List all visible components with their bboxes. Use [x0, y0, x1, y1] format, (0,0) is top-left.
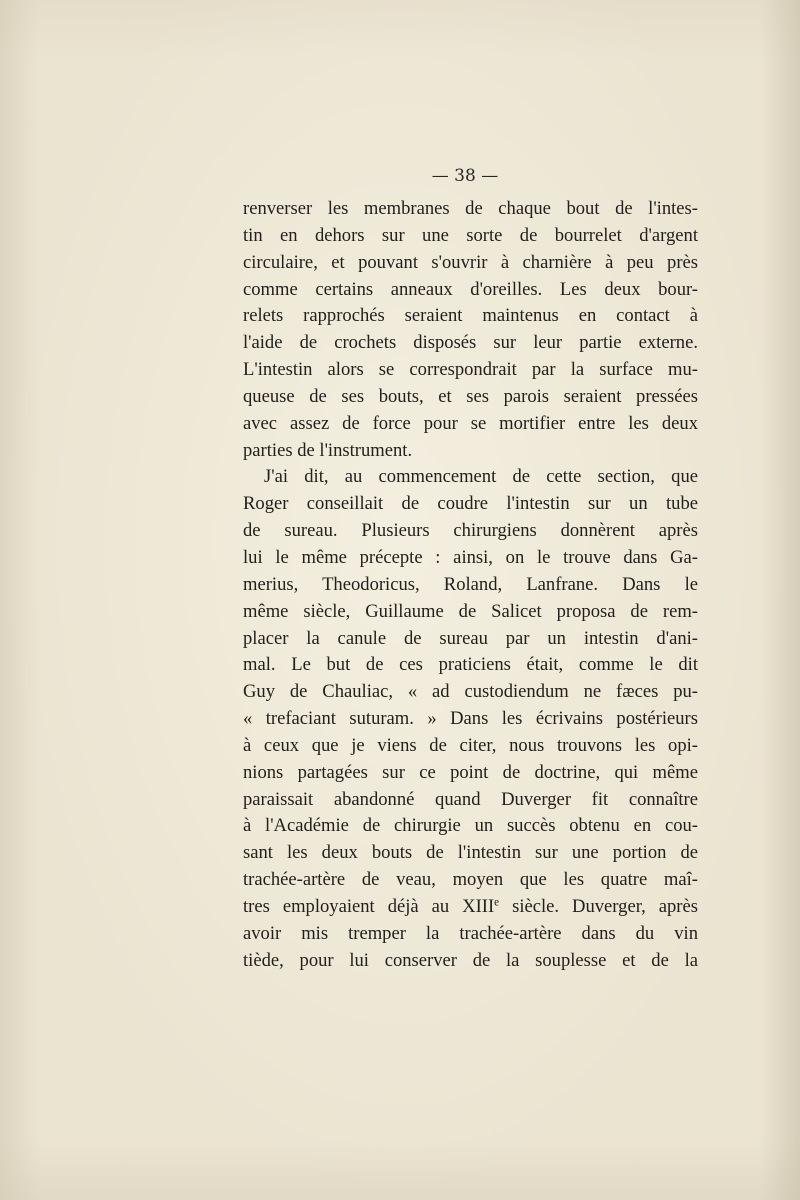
text-line: « trefaciant suturam. » Dans les écrivains postérieurs [243, 708, 698, 730]
text-line: Roger conseillait de coudre l'intestin sur un tube [243, 493, 698, 515]
text-line: l'aide de crochets disposés sur leur partie externe. [243, 332, 698, 354]
text-line: sant les deux bouts de l'intestin sur une portion de [243, 842, 698, 864]
text-line: comme certains anneaux d'oreilles. Les deux bour- [243, 278, 698, 300]
text-line: avec assez de force pour se mortifier entre les deux [243, 412, 698, 434]
superscript: e [494, 896, 500, 909]
text-line: trachée-artère de veau, moyen que les quatre maî- [243, 869, 698, 891]
text-line: placer la canule de sureau par un intestin d'ani- [243, 627, 698, 649]
text-line: à ceux que je viens de citer, nous trouvons les opi- [243, 734, 698, 756]
text-line: tin en dehors sur une sorte de bourrelet d'argent [243, 224, 698, 246]
body-text [243, 196, 698, 974]
text-segment: tres employaient déjà au XIII [243, 895, 495, 917]
text-line: Guy de Chauliac, « ad custodiendum ne fæces pu- [243, 681, 698, 703]
text-line: parties de l'instrument. [243, 439, 413, 461]
text-line: renverser les membranes de chaque bout de l'intes- [243, 198, 698, 219]
text-line: L'intestin alors se correspondrait par la surface mu- [243, 359, 698, 381]
text-line: circulaire, et pouvant s'ouvrir à charnière à peu près [243, 251, 698, 273]
text-line: de sureau. Plusieurs chirurgiens donnèrent après [243, 520, 698, 542]
text-line: lui le même précepte : ainsi, on le trouve dans Ga- [243, 546, 698, 568]
page-number: — 38 — [431, 166, 499, 186]
text-line: mal. Le but de ces praticiens était, comme le dit [243, 654, 698, 676]
text-line: merius, Theodoricus, Roland, Lanfrane. Dans le [243, 573, 698, 595]
text-segment: siècle. Duverger, après [499, 895, 698, 917]
text-line: relets rapprochés seraient maintenus en contact à [243, 305, 698, 327]
text-line: queuse de ses bouts, et ses parois seraient pressées [243, 385, 698, 407]
text-line: paraissait abandonné quand Duverger fit connaître [243, 788, 698, 810]
text-line: J'ai dit, au commencement de cette section, que [264, 466, 698, 488]
text-line: à l'Académie de chirurgie un succès obtenu en cou- [243, 815, 698, 837]
text-line: avoir mis tremper la trachée-artère dans du vin [243, 922, 698, 944]
text-line: même siècle, Guillaume de Salicet proposa de rem- [243, 600, 698, 622]
text-line-with-superscript [243, 894, 698, 921]
text-line: nions partagées sur ce point de doctrine, qui même [243, 761, 698, 783]
text-line: tiède, pour lui conserver de la souplesse et de la [243, 949, 698, 971]
